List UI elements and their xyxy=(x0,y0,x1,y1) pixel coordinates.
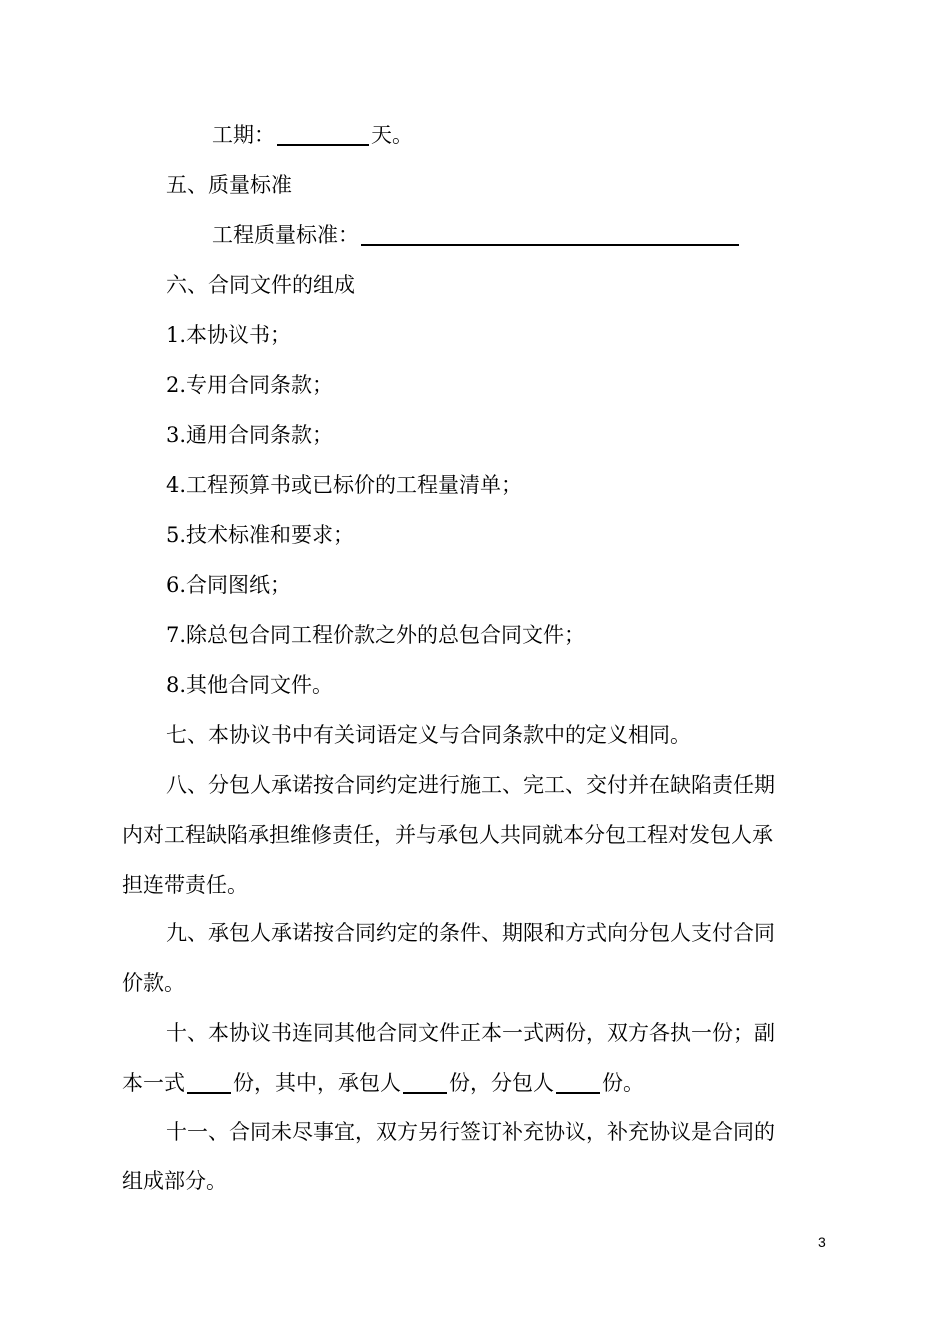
clause-10-line: 十、本协议书连同其他合同文件正本一式两份，双方各执一份；副 xyxy=(166,1021,775,1045)
duration-blank xyxy=(277,124,369,146)
copies-total-blank xyxy=(187,1072,231,1094)
quality-heading: 五、质量标准 xyxy=(166,173,292,197)
duration-label: 工期： xyxy=(212,123,275,147)
copies-subcontractor-blank xyxy=(556,1072,600,1094)
clause-11-line: 十一、合同未尽事宜，双方另行签订补充协议，补充协议是合同的 xyxy=(166,1120,775,1144)
docs-item: 1.本协议书； xyxy=(166,323,292,347)
docs-item: 5.技术标准和要求； xyxy=(166,523,355,547)
clause-10-text: 本一式 xyxy=(122,1071,185,1095)
page-number: 3 xyxy=(818,1234,826,1250)
duration-unit: 天。 xyxy=(371,123,413,147)
copies-contractor-blank xyxy=(403,1072,447,1094)
clause-8-line: 担连带责任。 xyxy=(122,873,248,897)
clause-11-line: 组成部分。 xyxy=(122,1169,227,1193)
docs-item: 6.合同图纸； xyxy=(166,573,292,597)
clause-10-text: 份，分包人 xyxy=(449,1071,554,1095)
clause-10-text: 份，其中，承包人 xyxy=(233,1071,401,1095)
quality-line xyxy=(212,220,741,250)
clause-9-line: 九、承包人承诺按合同约定的条件、期限和方式向分包人支付合同 xyxy=(166,921,775,945)
clause-8-line: 内对工程缺陷承担维修责任，并与承包人共同就本分包工程对发包人承 xyxy=(122,823,773,847)
clause-7: 七、本协议书中有关词语定义与合同条款中的定义相同。 xyxy=(166,723,691,747)
clause-10-text: 份。 xyxy=(602,1071,644,1095)
clause-9-line: 价款。 xyxy=(122,971,185,995)
docs-item: 2.专用合同条款； xyxy=(166,373,334,397)
docs-item: 8.其他合同文件。 xyxy=(166,673,334,697)
clause-10-line xyxy=(122,1068,644,1098)
docs-item: 7.除总包合同工程价款之外的总包合同文件； xyxy=(166,623,586,647)
docs-item: 4.工程预算书或已标价的工程量清单； xyxy=(166,473,523,497)
duration-line xyxy=(212,120,413,150)
docs-heading: 六、合同文件的组成 xyxy=(166,273,355,297)
quality-label: 工程质量标准： xyxy=(212,223,359,247)
quality-blank xyxy=(361,224,739,246)
clause-8-line: 八、分包人承诺按合同约定进行施工、完工、交付并在缺陷责任期 xyxy=(166,773,775,797)
docs-item: 3.通用合同条款； xyxy=(166,423,334,447)
